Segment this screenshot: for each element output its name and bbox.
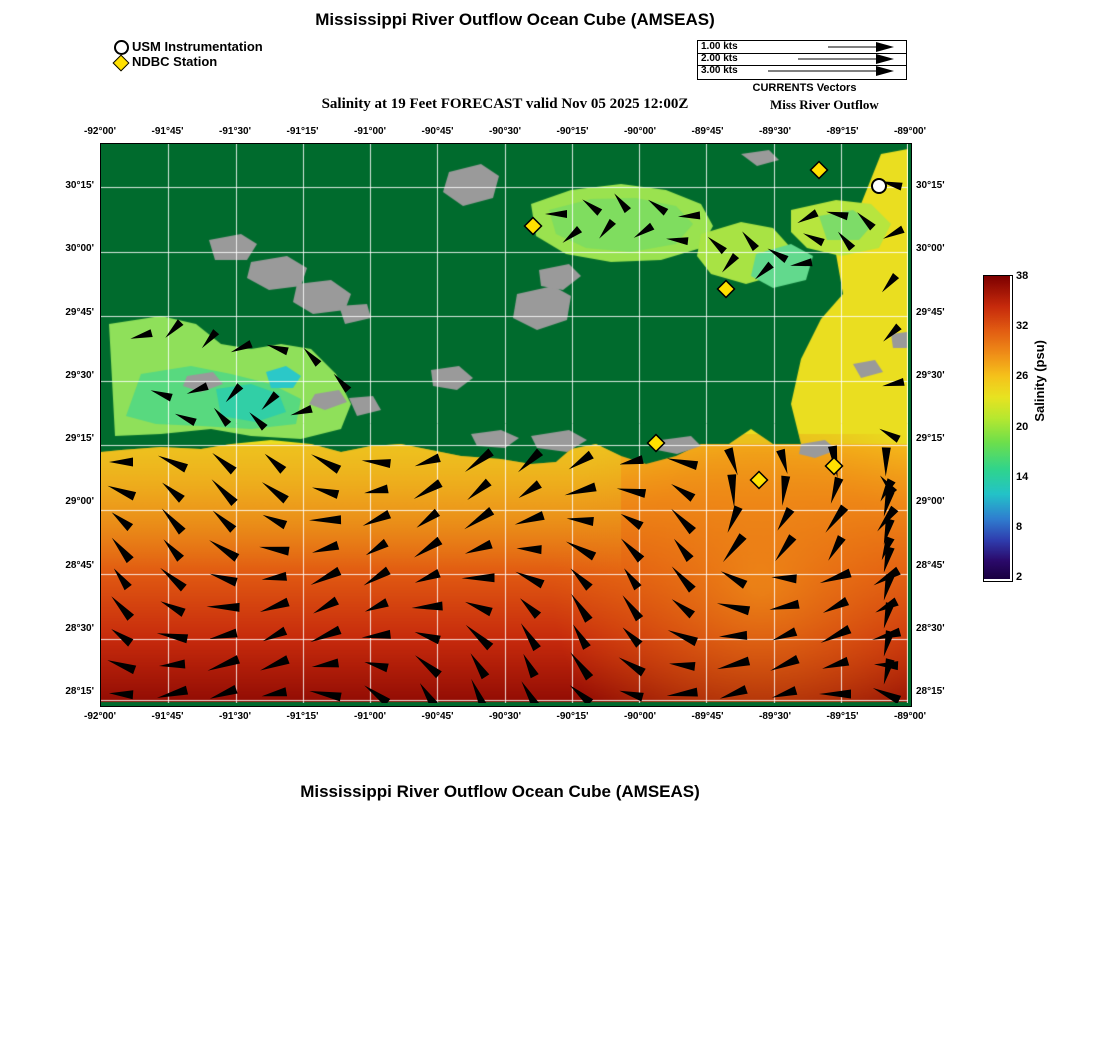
- current-vector-arrow: [263, 627, 288, 642]
- current-vector-arrow: [249, 412, 267, 430]
- current-vector-arrow: [420, 683, 438, 703]
- lon-tick-label: -90°45': [421, 126, 454, 137]
- current-vector-arrow: [582, 199, 602, 215]
- legend-ndbc-label: NDBC Station: [132, 54, 218, 70]
- colorbar-gradient: [984, 276, 1010, 579]
- current-vector-arrow: [879, 429, 900, 443]
- map-subtitle: Salinity at 19 Feet FORECAST valid Nov 05 2025 12:00Z: [321, 96, 689, 112]
- current-vector-arrow: [162, 483, 185, 503]
- current-vector-arrow: [823, 597, 849, 613]
- current-vector-arrow: [671, 509, 696, 535]
- current-vector-arrow: [210, 685, 238, 699]
- current-vector-arrow: [873, 688, 901, 703]
- lon-tick-label: -90°30': [489, 126, 521, 137]
- current-vector-arrow: [262, 687, 287, 696]
- lat-tick-label: 28°15': [916, 686, 945, 697]
- lon-tick-label: -90°15': [556, 711, 589, 722]
- lat-tick-label: 29°30': [65, 369, 94, 381]
- current-vector-arrow: [671, 484, 695, 502]
- lon-tick-label: -91°00': [354, 711, 386, 722]
- current-vector-arrow: [212, 479, 238, 506]
- current-vector-arrow: [311, 567, 342, 585]
- current-vector-arrow: [158, 456, 188, 473]
- current-vector-arrow: [364, 662, 388, 672]
- current-vector-arrow: [819, 690, 851, 699]
- current-vector-arrow: [882, 378, 904, 386]
- lon-tick-label: -90°00': [624, 711, 656, 722]
- current-vector-arrow: [262, 482, 289, 503]
- colorbar-tick-label: 32: [1016, 320, 1029, 333]
- current-vector-arrow: [130, 329, 152, 339]
- lon-tick-label: -91°15': [286, 126, 319, 137]
- lon-tick-label: -89°00': [894, 126, 926, 137]
- current-vector-arrow: [157, 686, 188, 698]
- current-vector-arrow: [310, 626, 341, 642]
- vector-scale-label-1: 1.00 kts: [701, 41, 738, 52]
- current-vector-arrow: [772, 627, 797, 640]
- current-vector-arrow: [202, 329, 219, 348]
- current-vector-arrow: [212, 453, 236, 475]
- currents-vector-scale: [697, 40, 907, 80]
- current-vector-arrow: [109, 458, 133, 467]
- current-vector-arrow: [567, 517, 594, 526]
- lat-tick-label: 29°15': [916, 433, 945, 444]
- current-vector-arrow: [614, 193, 631, 213]
- current-vector-arrow: [260, 655, 290, 670]
- current-vector-arrow: [213, 511, 237, 533]
- current-vector-arrow: [826, 212, 848, 221]
- current-vector-arrow: [291, 405, 313, 415]
- current-vector-arrow: [313, 597, 339, 614]
- current-vector-arrow: [159, 660, 185, 669]
- current-vector-arrow: [678, 211, 700, 219]
- current-vector-arrow: [162, 508, 186, 534]
- vector-scale-label-3: 3.00 kts: [701, 65, 738, 76]
- lon-tick-label: -91°30': [219, 126, 251, 137]
- current-vector-arrow: [566, 542, 596, 561]
- current-vector-arrow: [312, 659, 339, 668]
- lon-tick-label: -89°00': [894, 711, 926, 722]
- ndbc-station-marker[interactable]: [718, 281, 735, 298]
- current-vector-arrow: [790, 258, 812, 266]
- current-vector-arrow: [157, 633, 188, 643]
- current-vector-arrow: [214, 408, 231, 427]
- current-vector-arrow: [825, 505, 848, 533]
- lon-tick-label: -90°45': [421, 711, 454, 722]
- current-vector-arrow: [621, 514, 644, 530]
- current-vector-arrow: [573, 624, 591, 650]
- usm-instrumentation-marker[interactable]: [872, 179, 886, 193]
- current-vector-arrow: [263, 515, 288, 529]
- current-vector-arrow: [518, 449, 543, 473]
- current-vector-arrow: [114, 568, 132, 590]
- colorbar: [983, 275, 1013, 582]
- colorbar-tick-label: 26: [1016, 370, 1029, 383]
- footer-title: Mississippi River Outflow Ocean Cube (AMSEAS): [300, 782, 700, 801]
- current-vector-arrow: [708, 237, 727, 254]
- lat-tick-label: 29°15': [65, 433, 94, 444]
- ndbc-station-marker[interactable]: [826, 458, 843, 475]
- current-vector-arrow: [265, 454, 287, 474]
- current-vector-arrow: [163, 539, 184, 561]
- current-vector-arrow: [770, 655, 799, 671]
- lon-tick-label: -89°15': [826, 711, 859, 722]
- current-vector-arrow: [209, 629, 237, 639]
- current-vector-arrow: [312, 541, 339, 553]
- current-vector-arrow: [727, 474, 736, 507]
- current-vector-arrow: [309, 691, 341, 701]
- current-vector-arrow: [634, 223, 655, 238]
- current-vector-arrow: [111, 629, 133, 647]
- current-vector-arrow: [717, 603, 750, 615]
- lat-tick-label: 28°30': [916, 622, 945, 634]
- current-vector-arrow: [364, 567, 391, 586]
- lat-tick-label: 29°00': [916, 496, 945, 508]
- current-vector-arrow: [777, 507, 794, 531]
- current-vector-arrow: [417, 509, 441, 528]
- current-vector-arrow: [720, 685, 748, 699]
- current-vector-arrow: [565, 483, 597, 496]
- current-vector-arrow: [857, 212, 876, 230]
- current-vector-arrow: [363, 510, 391, 526]
- current-vector-arrow: [617, 489, 646, 498]
- current-vector-arrow: [151, 390, 173, 401]
- current-vector-arrow: [674, 539, 694, 562]
- current-vector-arrow: [781, 476, 790, 506]
- lon-tick-label: -92°00': [84, 126, 116, 137]
- current-vector-arrow: [521, 623, 541, 651]
- current-vector-arrow: [545, 210, 567, 218]
- current-vector-arrow: [648, 200, 668, 216]
- current-vector-arrow: [207, 603, 240, 612]
- current-vector-arrow: [414, 537, 442, 558]
- current-vector-arrow: [112, 512, 133, 531]
- current-vector-arrow: [742, 231, 759, 251]
- lat-tick-label: 29°45': [65, 306, 94, 318]
- current-vector-arrow: [175, 414, 197, 426]
- current-vector-arrow: [772, 574, 797, 583]
- lat-tick-label: 29°45': [916, 306, 945, 318]
- current-vector-arrow: [571, 568, 593, 590]
- legend-usm-label: USM Instrumentation: [132, 39, 263, 55]
- current-vector-arrow: [724, 447, 738, 475]
- current-vector-arrow: [465, 602, 493, 616]
- current-vector-arrow: [668, 630, 698, 646]
- current-vector-arrow: [231, 340, 253, 352]
- current-vector-arrow: [523, 654, 538, 678]
- lon-tick-label: -91°45': [151, 711, 184, 722]
- current-vector-arrow: [415, 454, 441, 467]
- current-vector-arrow: [466, 625, 494, 651]
- current-vector-arrow: [838, 232, 855, 251]
- current-vector-arrow: [667, 688, 698, 697]
- current-vector-arrow: [415, 655, 442, 678]
- ndbc-station-marker[interactable]: [811, 162, 828, 179]
- lon-tick-label: -90°15': [556, 126, 589, 137]
- salinity-map[interactable]: [100, 143, 912, 707]
- current-vector-arrow: [519, 480, 542, 498]
- lat-tick-label: 30°15': [65, 180, 94, 191]
- vector-scale-label-2: 2.00 kts: [701, 53, 738, 64]
- current-vector-arrow: [521, 681, 540, 703]
- lat-tick-label: 29°30': [916, 369, 945, 381]
- miss-river-outflow-label: Miss River Outflow: [770, 97, 879, 112]
- current-vector-arrow: [165, 319, 183, 338]
- current-vector-arrow: [570, 652, 593, 680]
- currents-vectors-caption: CURRENTS Vectors: [752, 82, 857, 94]
- current-vector-arrow: [160, 568, 187, 592]
- current-vector-arrow: [260, 598, 290, 612]
- current-vector-arrow: [415, 569, 441, 583]
- current-vector-arrow: [884, 658, 895, 684]
- lon-tick-label: -91°30': [219, 711, 251, 722]
- lat-tick-label: 28°30': [65, 622, 94, 634]
- current-vector-arrow: [415, 632, 441, 644]
- current-vector-arrow: [471, 679, 489, 703]
- colorbar-tick-label: 20: [1016, 420, 1029, 433]
- ndbc-station-marker[interactable]: [751, 472, 768, 489]
- current-vector-arrow: [334, 374, 352, 393]
- current-vector-arrow: [462, 573, 495, 582]
- current-vector-arrow: [362, 630, 391, 639]
- current-vector-arrow: [515, 511, 545, 524]
- lat-tick-label: 28°45': [65, 559, 94, 571]
- ndbc-station-marker[interactable]: [648, 435, 665, 452]
- current-vector-arrow: [364, 485, 388, 494]
- current-vector-arrow: [621, 539, 644, 563]
- lon-tick-label: -89°45': [691, 126, 724, 137]
- current-vector-arrow: [365, 598, 389, 611]
- current-vector-arrow: [366, 539, 389, 555]
- current-vector-arrow: [769, 600, 799, 610]
- current-vector-arrow: [822, 657, 849, 669]
- current-vector-arrow: [109, 690, 133, 699]
- lat-tick-label: 28°45': [916, 559, 945, 571]
- lat-tick-label: 30°15': [916, 180, 945, 191]
- lon-tick-label: -90°30': [489, 711, 521, 722]
- colorbar-tick-label: 2: [1016, 571, 1023, 583]
- current-vector-arrow: [667, 458, 698, 470]
- current-vector-arrow: [797, 209, 818, 223]
- current-vector-arrow: [160, 601, 185, 617]
- current-vector-arrow: [619, 657, 646, 676]
- lon-tick-label: -89°15': [826, 126, 859, 137]
- current-vector-arrow: [719, 631, 747, 640]
- diamond-marker-icon: [112, 54, 130, 69]
- lat-tick-label: 30°00': [916, 243, 945, 255]
- current-vector-arrow: [623, 627, 643, 647]
- lat-tick-label: 28°15': [65, 686, 94, 697]
- current-vector-arrow: [669, 662, 695, 671]
- vector-scale-row-3: [698, 65, 906, 77]
- current-vector-arrow: [414, 479, 443, 499]
- current-vector-arrow: [520, 598, 541, 619]
- current-vector-arrow: [471, 653, 490, 679]
- current-vector-arrow: [883, 226, 905, 239]
- current-vector-arrow: [517, 545, 542, 554]
- current-vector-arrow: [412, 602, 443, 611]
- current-vector-arrow: [820, 569, 852, 584]
- current-vector-arrow: [226, 383, 244, 402]
- legend-ndbc-station: [112, 53, 217, 69]
- lon-tick-label: -89°30': [759, 126, 791, 137]
- current-vector-arrow: [465, 448, 494, 472]
- current-vector-arrow: [187, 382, 209, 394]
- current-vector-arrow: [563, 226, 583, 243]
- current-vector-arrow: [210, 574, 238, 587]
- current-vector-arrow: [107, 660, 136, 674]
- current-vector-arrow: [571, 594, 593, 623]
- colorbar-tick-label: 8: [1016, 520, 1023, 533]
- colorbar-tick-label: 14: [1016, 470, 1029, 483]
- current-vector-arrow: [267, 345, 289, 356]
- current-vector-arrow: [768, 249, 789, 264]
- current-vector-arrow: [304, 348, 322, 367]
- current-vector-arrow: [570, 685, 593, 703]
- current-vector-arrow: [755, 262, 774, 280]
- lon-tick-label: -91°00': [354, 126, 386, 137]
- current-vector-arrow: [772, 686, 797, 698]
- current-vector-arrow: [309, 515, 341, 524]
- current-vector-arrow: [672, 599, 695, 618]
- current-vector-arrow: [623, 595, 644, 621]
- current-vector-arrow: [312, 488, 339, 499]
- current-vector-arrow: [464, 507, 494, 529]
- current-vector-arrow: [209, 540, 239, 562]
- current-vector-arrow: [723, 533, 747, 562]
- colorbar-title: Salinity (psu): [1032, 340, 1047, 422]
- current-vector-arrow: [831, 477, 844, 504]
- current-vector-arrow: [465, 540, 493, 554]
- current-vector-arrow: [364, 685, 390, 703]
- current-vector-arrow: [883, 324, 902, 342]
- current-vector-arrow: [882, 447, 891, 476]
- current-vector-arrow: [208, 655, 241, 671]
- current-vector-arrow: [108, 486, 137, 501]
- current-vector-arrow: [666, 237, 688, 245]
- map-overlay: [101, 144, 908, 703]
- lon-tick-label: -92°00': [84, 711, 116, 722]
- current-vector-arrow: [828, 535, 846, 561]
- current-vector-arrow: [717, 657, 750, 670]
- page-title: Mississippi River Outflow Ocean Cube (AMSEAS): [315, 10, 715, 29]
- current-vector-arrow: [362, 459, 391, 468]
- current-vector-arrow: [569, 451, 594, 470]
- current-vector-arrow: [112, 538, 134, 563]
- current-vector-arrow: [262, 391, 280, 410]
- current-vector-arrow: [624, 568, 642, 590]
- ndbc-station-marker[interactable]: [525, 218, 542, 235]
- current-vector-arrow: [728, 505, 743, 533]
- lon-tick-label: -91°15': [286, 711, 319, 722]
- current-vector-arrow: [599, 219, 616, 239]
- current-vector-arrow: [672, 566, 696, 592]
- current-vector-arrow: [882, 273, 899, 292]
- colorbar-tick-label: 38: [1016, 270, 1029, 282]
- current-vector-arrow: [722, 253, 739, 273]
- current-vector-arrow: [619, 691, 643, 702]
- lat-tick-label: 30°00': [65, 243, 94, 255]
- current-vector-arrow: [775, 534, 796, 561]
- current-vector-arrow: [467, 479, 491, 500]
- current-vector-arrow: [111, 596, 134, 621]
- current-vector-arrow: [311, 454, 341, 474]
- lon-tick-label: -89°45': [691, 711, 724, 722]
- lon-tick-label: -89°30': [759, 711, 791, 722]
- current-vector-arrow: [821, 625, 852, 643]
- lon-tick-label: -90°00': [624, 126, 656, 137]
- current-vector-arrow: [262, 572, 287, 581]
- current-vector-arrow: [619, 455, 643, 464]
- current-vector-arrow: [803, 233, 825, 246]
- current-vector-arrow: [515, 572, 544, 589]
- current-vector-arrow: [259, 547, 289, 556]
- current-vector-arrow: [776, 449, 787, 474]
- current-vector-arrow: [721, 571, 748, 589]
- lat-tick-label: 29°00': [65, 496, 94, 508]
- lon-tick-label: -91°45': [151, 126, 184, 137]
